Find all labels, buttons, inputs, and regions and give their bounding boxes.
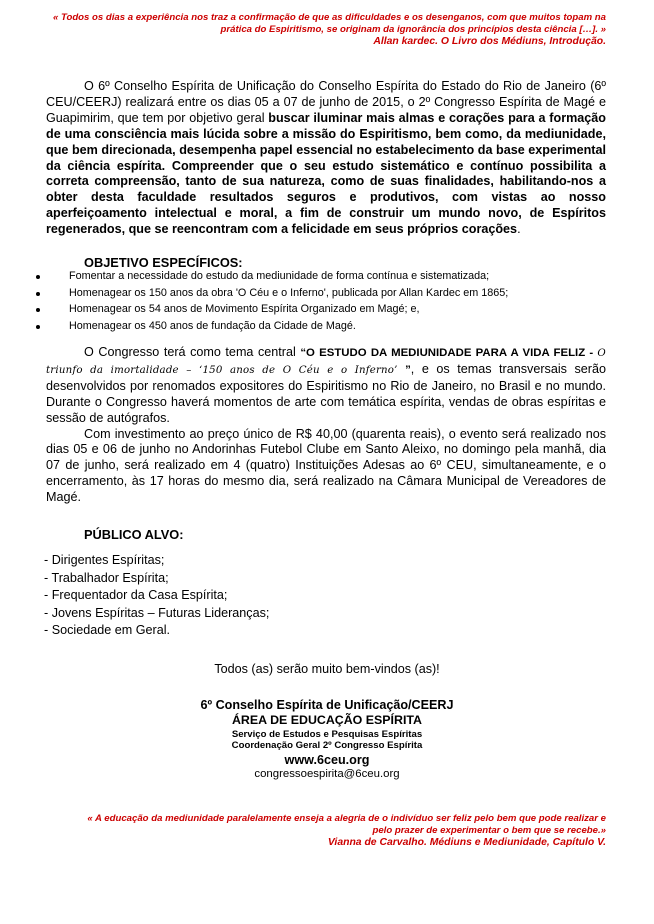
congress-theme-title: “O ESTUDO DA MEDIUNIDADE PARA A VIDA FELIZ - (300, 347, 598, 359)
intro-bold-text: buscar iluminar mais almas e corações para a formação de uma consciência mais lúcida sobre a missão do Espiritismo, bem como, da mediunidade, que bem direcionada, desempenha papel essencial no estabelecimento da base experimental da ciência espírita. Compreender que o seu estudo sistemático e contínuo possibilita a correta compreensão, tanto de sua natureza, como de suas finalidades, habilitando-nos a obter desta faculdade resultados seguros e produtivos, com vistas ao nosso aperfeiçoamento intelectual e moral, a fim de construir um mundo novo, de Espíritos regenerados, que se reencontram com a felicidade em seus próprios corações (46, 110, 606, 237)
epigraph-bottom-text: « A educação da mediunidade paralelamente enseja a alegria de o indivíduo ser feliz pelo bem que pode realizar e pelo prazer de experimentar o bem que se recebe.» (87, 813, 606, 836)
objective-item: Homenagear os 450 anos de fundação da Cidade de Magé. (32, 318, 622, 335)
epigraph-top-text: « Todos os dias a experiência nos traz a confirmação de que as dificuldades e os desenganos, com que muitos topam na prática do Espiritismo, se originam da ignorância dos princípios desta ciência […]. » (52, 12, 606, 35)
congress-theme-close: ” (405, 363, 411, 376)
congress-intro-text: O Congresso terá como tema central (84, 345, 301, 359)
audience-item: - Frequentador da Casa Espírita; (44, 588, 228, 603)
epigraph-bottom (66, 813, 606, 849)
audience-list (44, 552, 269, 640)
welcome-message: Todos (as) serão muito bem-vindos (as)! (214, 662, 440, 676)
epigraph-bottom-author: Vianna de Carvalho. Médiuns e Mediunidade, Capítulo V. (327, 837, 606, 848)
org-name: 6º Conselho Espírita de Unificação/CEERJ (200, 698, 454, 712)
intro-end: . (517, 222, 521, 237)
audience-item: - Jovens Espíritas – Futuras Lideranças; (44, 605, 270, 620)
epigraph-top (46, 12, 606, 48)
objective-item: Homenagear os 150 anos da obra 'O Céu e o Inferno', publicada por Allan Kardec em 1865; (32, 285, 622, 302)
congress-section (46, 345, 606, 506)
org-service: Serviço de Estudos e Pesquisas Espíritas (231, 729, 423, 740)
org-email: congressoespirita@6ceu.org (254, 768, 400, 780)
audience-item: - Sociedade em Geral. (44, 623, 170, 638)
audience-item: - Trabalhador Espírita; (44, 570, 169, 585)
objective-item: Fomentar a necessidade do estudo da mediunidade de forma contínua e sistematizada; (32, 268, 622, 285)
intro-paragraph (46, 79, 606, 238)
congress-theme-subtitle: O triunfo da imortalidade – ‘150 anos de O Céu e o Inferno’ (46, 348, 606, 376)
epigraph-top-author: Allan kardec. O Livro dos Médiuns, Introdução. (373, 36, 606, 47)
audience-item: - Dirigentes Espíritas; (44, 553, 165, 567)
org-coordination: Coordenação Geral 2º Congresso Espírita (231, 740, 423, 751)
org-area: ÁREA DE EDUCAÇÃO ESPÍRITA (231, 713, 422, 727)
objectives-list (32, 268, 622, 334)
congress-theme-rest: , e os temas transversais serão desenvolvidos por renomados expositores do Espiritismo no Rio de Janeiro, no Brasil e no mundo. Durante o Congresso haverá momentos de arte com temática espírita, vendas de obras espíritas e sessão de autógrafos. (46, 361, 606, 425)
org-website: www.6ceu.org (284, 753, 370, 767)
congress-theme-paragraph (46, 345, 606, 427)
intro-text: O 6º Conselho Espírita de Unificação do Conselho Espírita do Estado do Rio de Janeiro (6º CEU/CEERJ) realizará entre os dias 05 a 07 de junho de 2015, o 2º Congresso Espírita de Magé e Guapimirim, que tem por objetivo geral (46, 79, 606, 125)
congress-investment-paragraph: Com investimento ao preço único de R$ 40,00 (quarenta reais), o evento será realizado nos dias 05 e 06 de junho no Andorinhas Futebol Clube em Santo Aleixo, no domingo pela manhã, dia 07 de junho, será realizado em 4 (quatro) Instituições Adesas ao 6º CEU, simultaneamente, e o encerramento, às 17 horas do mesmo dia, será realizado na Câmara Municipal de Vereadores de Magé. (46, 426, 606, 505)
audience-heading: PÚBLICO ALVO: (84, 527, 184, 542)
objectives-heading: OBJETIVO ESPECÍFICOS: (84, 255, 243, 270)
objective-item: Homenagear os 54 anos de Movimento Espírita Organizado em Magé; e, (32, 301, 622, 318)
